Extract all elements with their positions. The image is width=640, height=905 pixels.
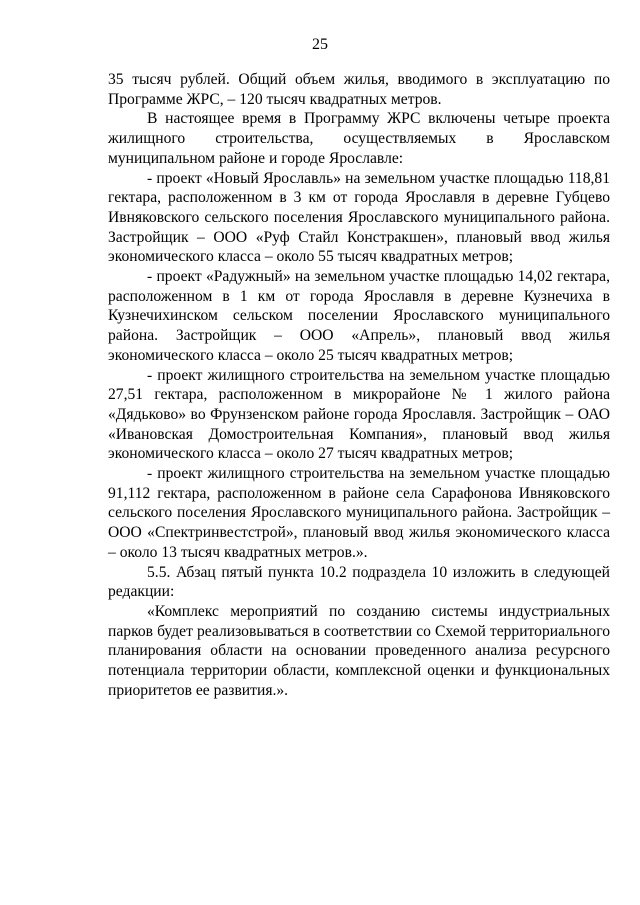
paragraph-intro-projects: В настоящее время в Программу ЖРС включены четыре проекта жилищного строительства, осуществляемых в Ярославском муниципальном районе и городе Ярославле: [108,110,610,167]
paragraph-project-raduzhny: - проект «Радужный» на земельном участке площадью 14,02 гектара, расположенном в 1 км от города Ярославля в деревне Кузнечиха в Кузнечихинском сельском поселении Ярославского муниципального района. Застройщик – ООО «Апрель», плановый ввод жилья экономического класса – около 25 тысяч квадратных метров; [108,268,610,364]
paragraph-project-novy-yaroslavl: - проект «Новый Ярославль» на земельном участке площадью 118,81 гектара, расположенном в 3 км от города Ярославля в деревне Губцево Ивняковского сельского поселения Ярославского муниципального района. Застройщик – ООО «Руф Стайл Констракшен», плановый ввод жилья экономического класса – около 55 тысяч квадратных метров; [108,169,610,266]
document-body [108,70,610,701]
paragraph-project-sarafonovo: - проект жилищного строительства на земельном участке площадью 91,112 гектара, расположенном в районе села Сарафонова Ивняковского сельского поселения Ярославского муниципального района. Застройщик – ООО «Спектринвестстрой», плановый ввод жилья экономического класса – около 13 тысяч квадратных метров.». [108,465,610,561]
paragraph-project-dyadkovo: - проект жилищного строительства на земельном участке площадью 27,51 гектара, расположенном в микрорайоне № 1 жилого района «Дядьково» во Фрунзенском районе города Ярославля. Застройщик – ОАО «Ивановская Домостроительная Компания», плановый ввод жилья экономического класса – около 27 тысяч квадратных метров; [108,366,610,463]
paragraph-continuation: 35 тысяч рублей. Общий объем жилья, вводимого в эксплуатацию по Программе ЖРС, – 120 тысяч квадратных метров. [108,71,610,108]
paragraph-amendment-5-5: 5.5. Абзац пятый пункта 10.2 подраздела 10 изложить в следующей редакции: [108,563,610,601]
page-number: 25 [312,36,328,53]
paragraph-quoted-text: «Комплекс мероприятий по созданию системы индустриальных парков будет реализовываться в соответствии со Схемой территориального планирования области на основании проведенного анализа ресурсного потенциала территории области, комплексной оценки и функциональных приоритетов ее развития.». [108,602,610,699]
